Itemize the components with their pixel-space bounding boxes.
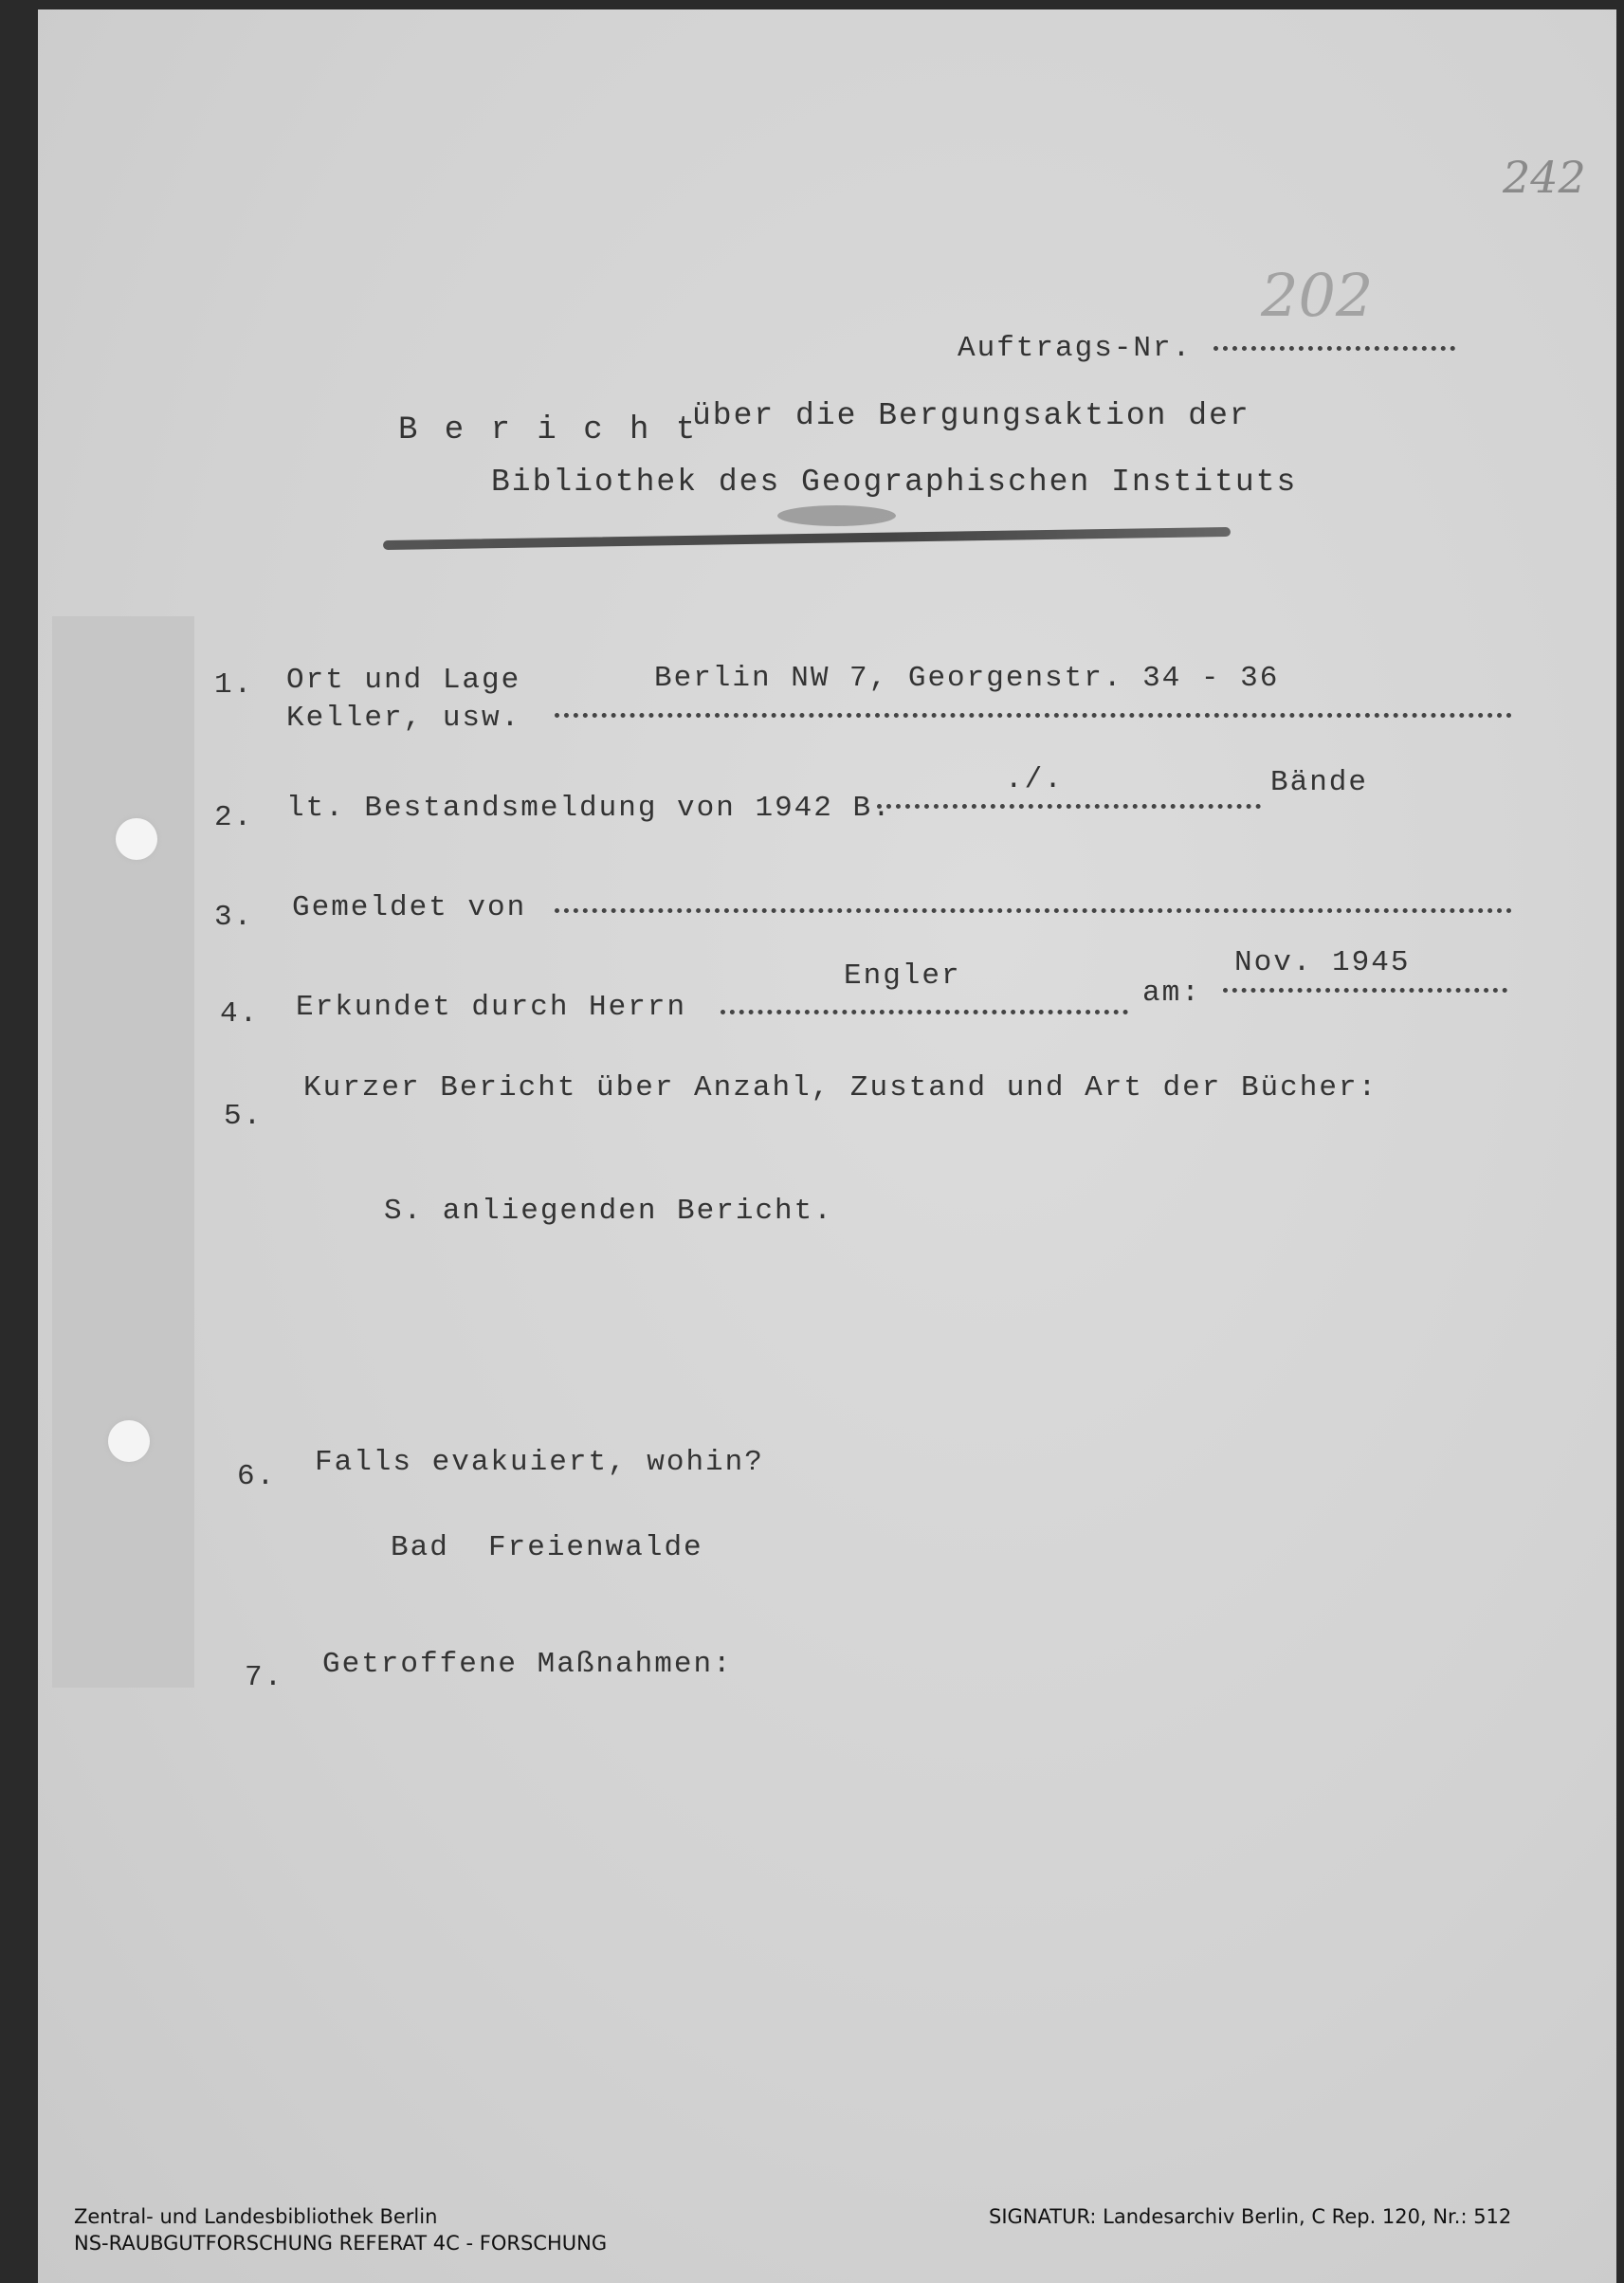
item-5-number: 5. <box>224 1100 264 1133</box>
item-1-label-b: Keller, usw. <box>286 702 521 735</box>
item-5-value: S. anliegenden Bericht. <box>384 1195 833 1228</box>
item-4-label2: am: <box>1142 977 1201 1010</box>
order-number-label: Auftrags-Nr. <box>958 332 1193 365</box>
item-4-value: Engler <box>844 959 961 993</box>
title-line1-rest: über die Bergungsaktion der <box>692 398 1250 433</box>
order-number-dots <box>1213 346 1455 351</box>
item-7-label: Getroffene Maßnahmen: <box>322 1648 733 1681</box>
title-line2: Bibliothek des Geographischen Instituts <box>491 465 1298 500</box>
item-1-dots <box>555 713 1512 718</box>
tab-strip <box>52 616 194 1688</box>
item-4-label: Erkundet durch Herrn <box>296 991 687 1024</box>
item-2-value: ./. <box>1005 763 1064 796</box>
item-2-number: 2. <box>214 801 254 834</box>
footer-left-line2: NS-RAUBGUTFORSCHUNG REFERAT 4C - FORSCHUNG <box>74 2232 608 2255</box>
item-5-label: Kurzer Bericht über Anzahl, Zustand und Art der Bücher: <box>303 1071 1378 1105</box>
item-3-number: 3. <box>214 901 254 934</box>
document-page <box>38 9 1616 2283</box>
item-3-dots <box>555 908 1512 913</box>
item-1-value: Berlin NW 7, Georgenstr. 34 - 36 <box>654 662 1280 695</box>
item-2-dots <box>877 804 1261 809</box>
item-4-number: 4. <box>220 997 260 1031</box>
item-4-dots2 <box>1223 988 1507 993</box>
page-number: 242 <box>1503 152 1586 203</box>
item-6-label: Falls evakuiert, wohin? <box>315 1446 764 1479</box>
item-1-number: 1. <box>214 668 254 702</box>
item-1-label-a: Ort und Lage <box>286 664 521 697</box>
ink-smudge <box>777 505 896 526</box>
item-7-number: 7. <box>245 1661 284 1694</box>
footer-left-line1: Zentral- und Landesbibliothek Berlin <box>74 2205 438 2228</box>
item-2-suffix: Bände <box>1270 766 1369 799</box>
punch-hole-bottom <box>108 1420 150 1462</box>
punch-hole-top <box>116 818 157 860</box>
title-spaced: B e r i c h t <box>398 412 700 448</box>
item-6-value: Bad Freienwalde <box>391 1531 703 1564</box>
old-number: 202 <box>1261 261 1374 330</box>
item-4-dots <box>721 1010 1128 1014</box>
footer-right: SIGNATUR: Landesarchiv Berlin, C Rep. 120, Nr.: 512 <box>989 2205 1512 2228</box>
item-4-value2: Nov. 1945 <box>1234 946 1411 979</box>
item-3-label: Gemeldet von <box>292 891 527 924</box>
item-2-label: lt. Bestandsmeldung von 1942 B. <box>286 792 892 825</box>
footer-left <box>74 2203 607 2256</box>
item-6-number: 6. <box>237 1460 277 1493</box>
